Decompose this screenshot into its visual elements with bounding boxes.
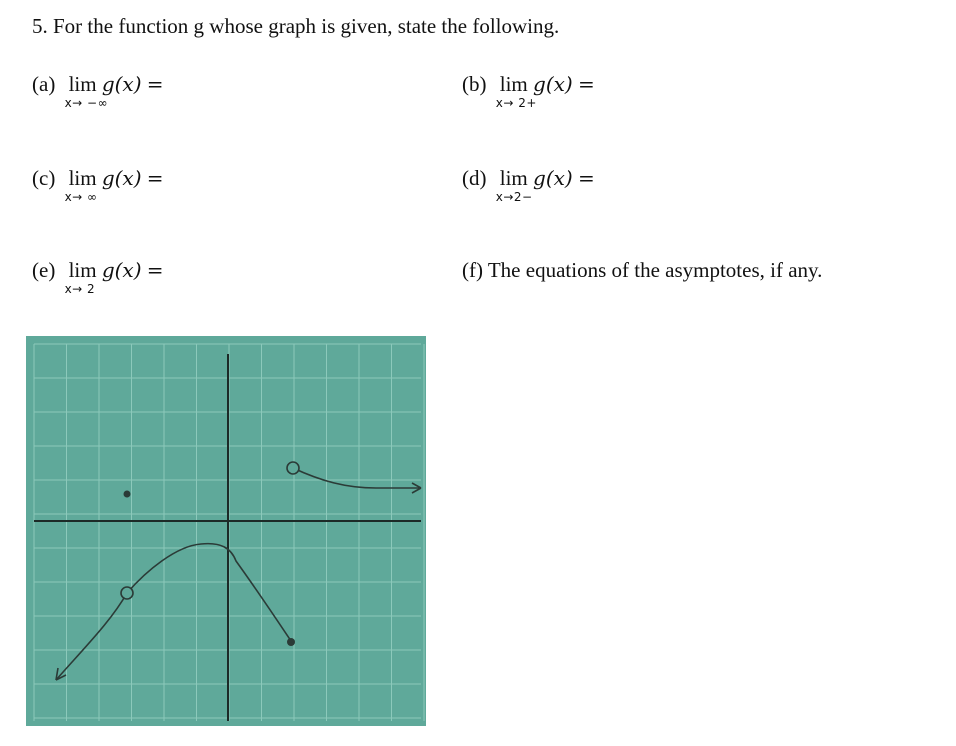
part-d-label: (d) <box>462 166 487 190</box>
part-f-text: The equations of the asymptotes, if any. <box>487 258 823 282</box>
part-d-equals: = <box>577 166 595 190</box>
part-b-limit <box>495 72 537 110</box>
part-e-label: (e) <box>32 258 56 282</box>
part-e-subscript: x→ 2 <box>64 282 96 296</box>
part-a-limit <box>64 72 109 110</box>
part-c-limit <box>64 166 98 204</box>
part-a-expr: g(x) <box>101 72 142 96</box>
part-e-expr: g(x) <box>101 258 142 282</box>
lim-word: lim <box>499 72 528 96</box>
part-b-expr: g(x) <box>533 72 573 96</box>
graph-background <box>26 336 426 726</box>
open-circle-right <box>287 462 299 474</box>
part-b-label: (b) <box>462 72 487 96</box>
part-c-subscript: x→ ∞ <box>64 190 98 204</box>
part-d <box>462 166 595 204</box>
lim-word: lim <box>499 166 528 190</box>
part-f <box>462 258 822 283</box>
part-b-equals: = <box>577 72 595 96</box>
part-c <box>32 166 164 204</box>
part-c-expr: g(x) <box>101 166 142 190</box>
part-e <box>32 258 164 296</box>
part-a-subscript: x→ −∞ <box>64 96 109 110</box>
part-d-expr: g(x) <box>533 166 573 190</box>
part-a-equals: = <box>146 72 164 96</box>
part-e-equals: = <box>146 258 164 282</box>
isolated-point <box>124 491 131 498</box>
part-b <box>462 72 595 110</box>
problem-title: 5. For the function g whose graph is given, state the following. <box>32 14 560 38</box>
part-c-equals: = <box>146 166 164 190</box>
part-f-label: (f) <box>462 258 483 282</box>
part-a <box>32 72 164 110</box>
part-c-label: (c) <box>32 166 56 190</box>
lim-word: lim <box>68 258 97 282</box>
part-d-subscript: x→2− <box>495 190 533 204</box>
function-graph <box>26 336 426 726</box>
closed-dot-end <box>287 638 295 646</box>
lim-word: lim <box>68 166 97 190</box>
part-d-limit <box>495 166 533 204</box>
part-e-limit <box>64 258 97 296</box>
open-circle-left <box>121 587 133 599</box>
part-b-subscript: x→ 2+ <box>495 96 537 110</box>
part-a-label: (a) <box>32 72 56 96</box>
lim-word: lim <box>68 72 97 96</box>
